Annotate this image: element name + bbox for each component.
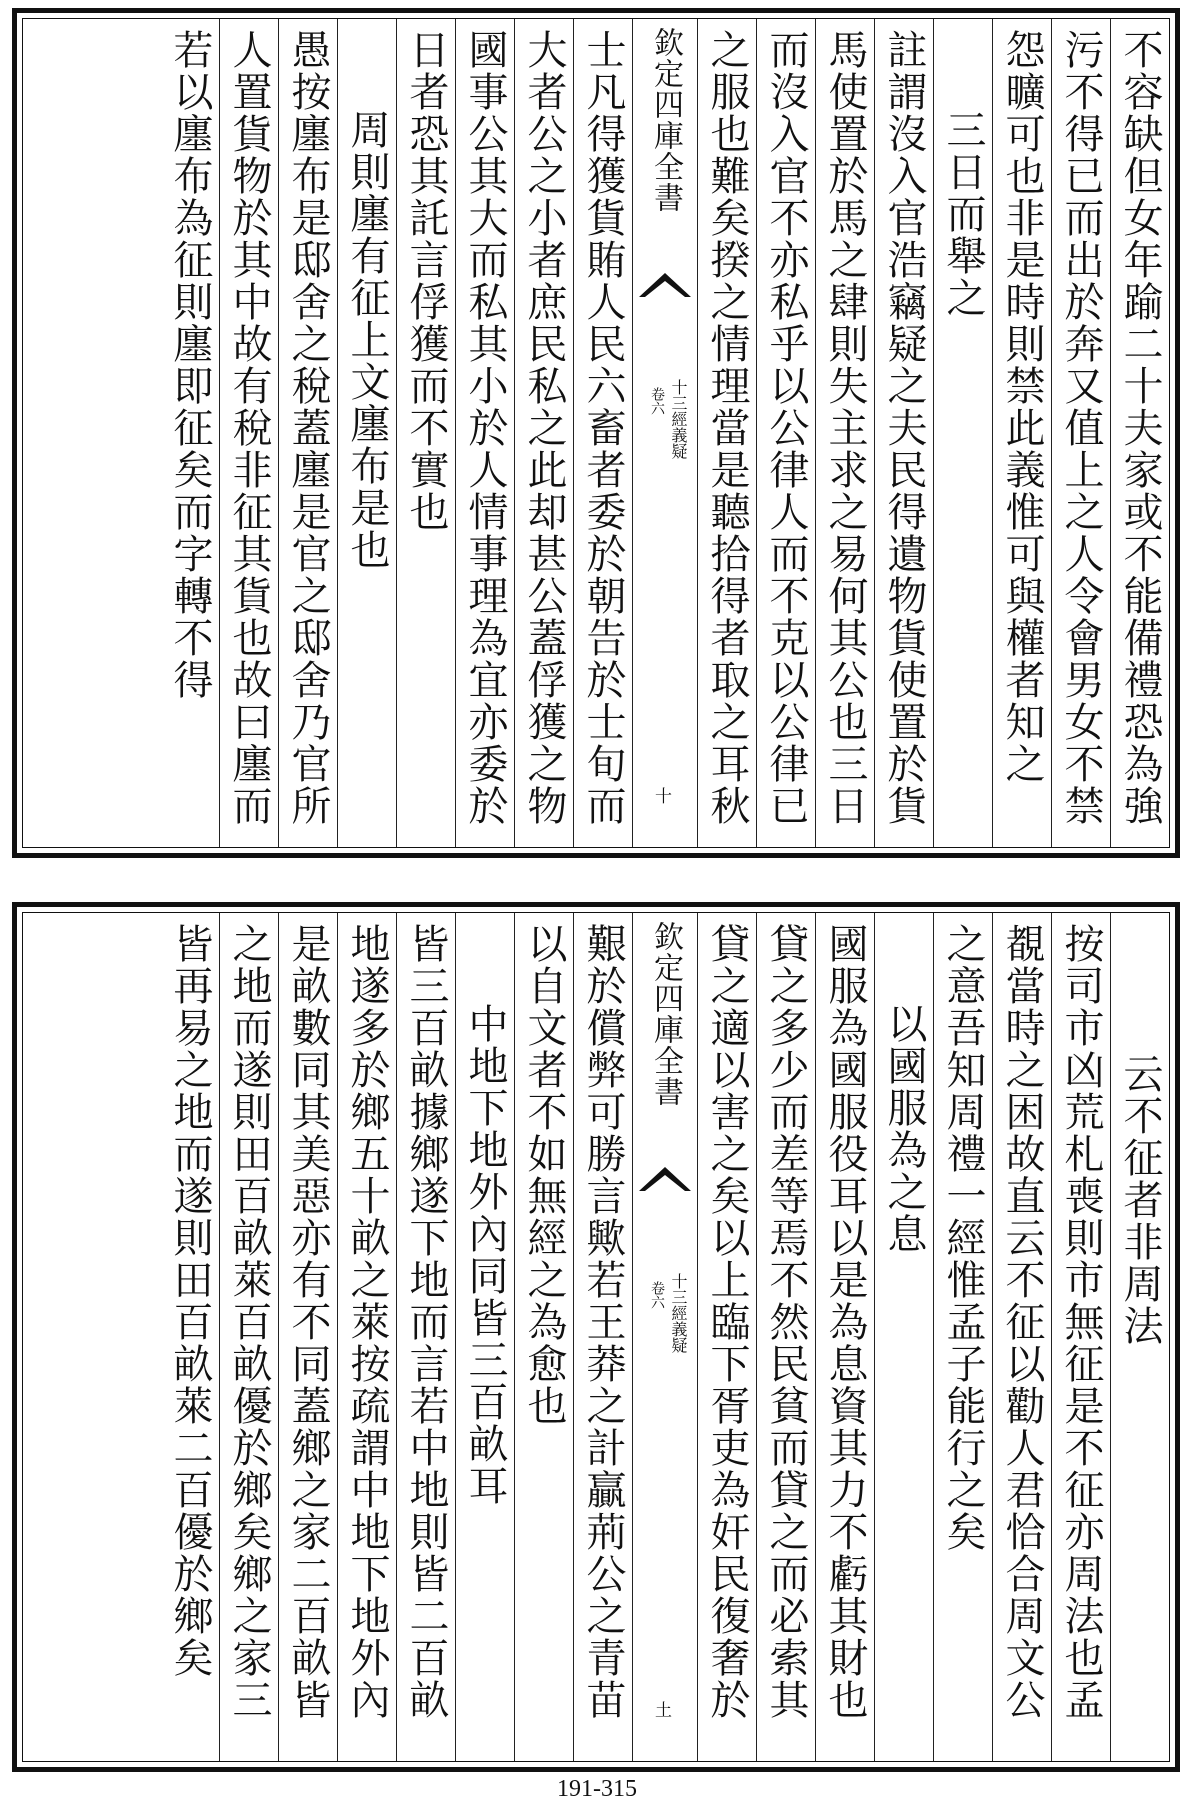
text-column [1051,913,1110,1761]
column-text: 人置貨物於其中故有稅非征其貨也故曰廛而 [226,29,272,827]
text-column [992,913,1051,1761]
page-header-column [632,19,697,847]
column-text: 註謂沒入官浩竊疑之夫民得遺物貨使置於貨 [881,29,927,827]
text-column [396,19,455,847]
text-column [1051,19,1110,847]
column-text: 皆三百畝據鄉遂下地而言若中地則皆二百畝 [403,923,449,1721]
text-column [815,913,874,1761]
column-text: 周則廛有征上文廛布是也 [344,109,390,571]
book-subtitle: 十三經義疑 [669,379,688,459]
text-column [1110,913,1169,1761]
column-text: 士凡得獲貨賄人民六畜者委於朝告於士旬而 [580,29,626,827]
text-column [874,19,933,847]
column-text: 之服也難矣揆之情理當是聽拾得者取之耳秋 [704,29,750,827]
column-text: 是畝數同其美惡亦有不同蓋鄉之家二百畝皆 [285,923,331,1721]
text-column [278,19,337,847]
column-text: 以國服為之息 [881,1003,927,1255]
text-column [337,913,396,1761]
text-column [337,19,396,847]
column-text: 大者公之小者庶民私之此却甚公蓋俘獲之物 [521,29,567,827]
page-header-column [632,913,697,1761]
text-column [874,913,933,1761]
column-text: 而沒入官不亦私乎以公律人而不克以公律已 [763,29,809,827]
volume-label: 卷六 [649,1281,665,1309]
text-column [219,913,278,1761]
book-title: 欽定四庫全書 [648,27,683,213]
text-column [573,19,632,847]
text-column [396,913,455,1761]
text-column [933,913,992,1761]
text-column [455,19,514,847]
text-column [219,19,278,847]
text-column [697,913,756,1761]
column-text: 覩當時之困故直云不征以勸人君恰合周文公 [999,923,1045,1721]
column-text: 貸之適以害之矣以上臨下胥吏為奸民復奢於 [704,923,750,1721]
column-text: 云不征者非周法 [1117,1053,1163,1347]
book-subtitle: 十三經義疑 [669,1273,688,1353]
text-column [756,913,815,1761]
leaf-number: 十 [655,787,672,807]
column-text: 貸之多少而差等焉不然民貧而貸之而必索其 [763,923,809,1721]
page-footer-number: 191-315 [557,1776,637,1802]
column-text: 污不得已而出於奔又值上之人令會男女不禁 [1058,29,1104,827]
text-column [455,913,514,1761]
column-text: 愚按廛布是邸舍之稅蓋廛是官之邸舍乃官所 [285,29,331,827]
book-title: 欽定四庫全書 [648,921,683,1107]
text-column [697,19,756,847]
column-text: 中地下地外內同皆三百畝耳 [462,1003,508,1507]
text-column [160,19,219,847]
text-column [278,913,337,1761]
column-text: 三日而舉之 [940,109,986,319]
text-column [1110,19,1169,847]
page-top-frame [22,18,1170,848]
column-text: 皆再易之地而遂則田百畝萊二百優於鄉矣 [167,923,213,1679]
column-text: 不容缺但女年踰二十夫家或不能備禮恐為強 [1117,29,1163,827]
column-text: 國服為國服役耳以是為息資其力不虧其財也 [822,923,868,1721]
column-text: 怨曠可也非是時則禁此義惟可與權者知之 [999,29,1045,785]
column-text: 以自文者不如無經之為愈也 [521,923,567,1427]
page-top [12,8,1180,858]
column-text: 若以廛布為征則廛即征矣而字轉不得 [167,29,213,701]
leaf-number: 土 [655,1701,672,1721]
text-column [514,19,573,847]
text-column [573,913,632,1761]
text-column [756,19,815,847]
text-column [815,19,874,847]
page-bottom [12,902,1180,1772]
page-bottom-frame [22,912,1170,1762]
fish-tail-mark-icon [639,269,691,299]
volume-label: 卷六 [649,387,665,415]
fish-tail-mark-icon [639,1163,691,1193]
text-column [160,913,219,1761]
page-bottom-columns [23,913,1169,1761]
column-text: 馬使置於馬之肆則失主求之易何其公也三日 [822,29,868,827]
column-text: 國事公其大而私其小於人情事理為宜亦委於 [462,29,508,827]
column-text: 艱於償弊可勝言歟若王莽之計贏荊公之青苗 [580,923,626,1721]
column-text: 日者恐其託言俘獲而不實也 [403,29,449,533]
column-text: 之地而遂則田百畝萊百畝優於鄉矣鄉之家三 [226,923,272,1721]
column-text: 地遂多於鄉五十畝之萊按疏謂中地下地外內 [344,923,390,1721]
column-text: 之意吾知周禮一經惟孟子能行之矣 [940,923,986,1553]
text-column [514,913,573,1761]
column-text: 按司市凶荒札喪則市無征是不征亦周法也孟 [1058,923,1104,1721]
page-top-columns [23,19,1169,847]
text-column [933,19,992,847]
text-column [992,19,1051,847]
